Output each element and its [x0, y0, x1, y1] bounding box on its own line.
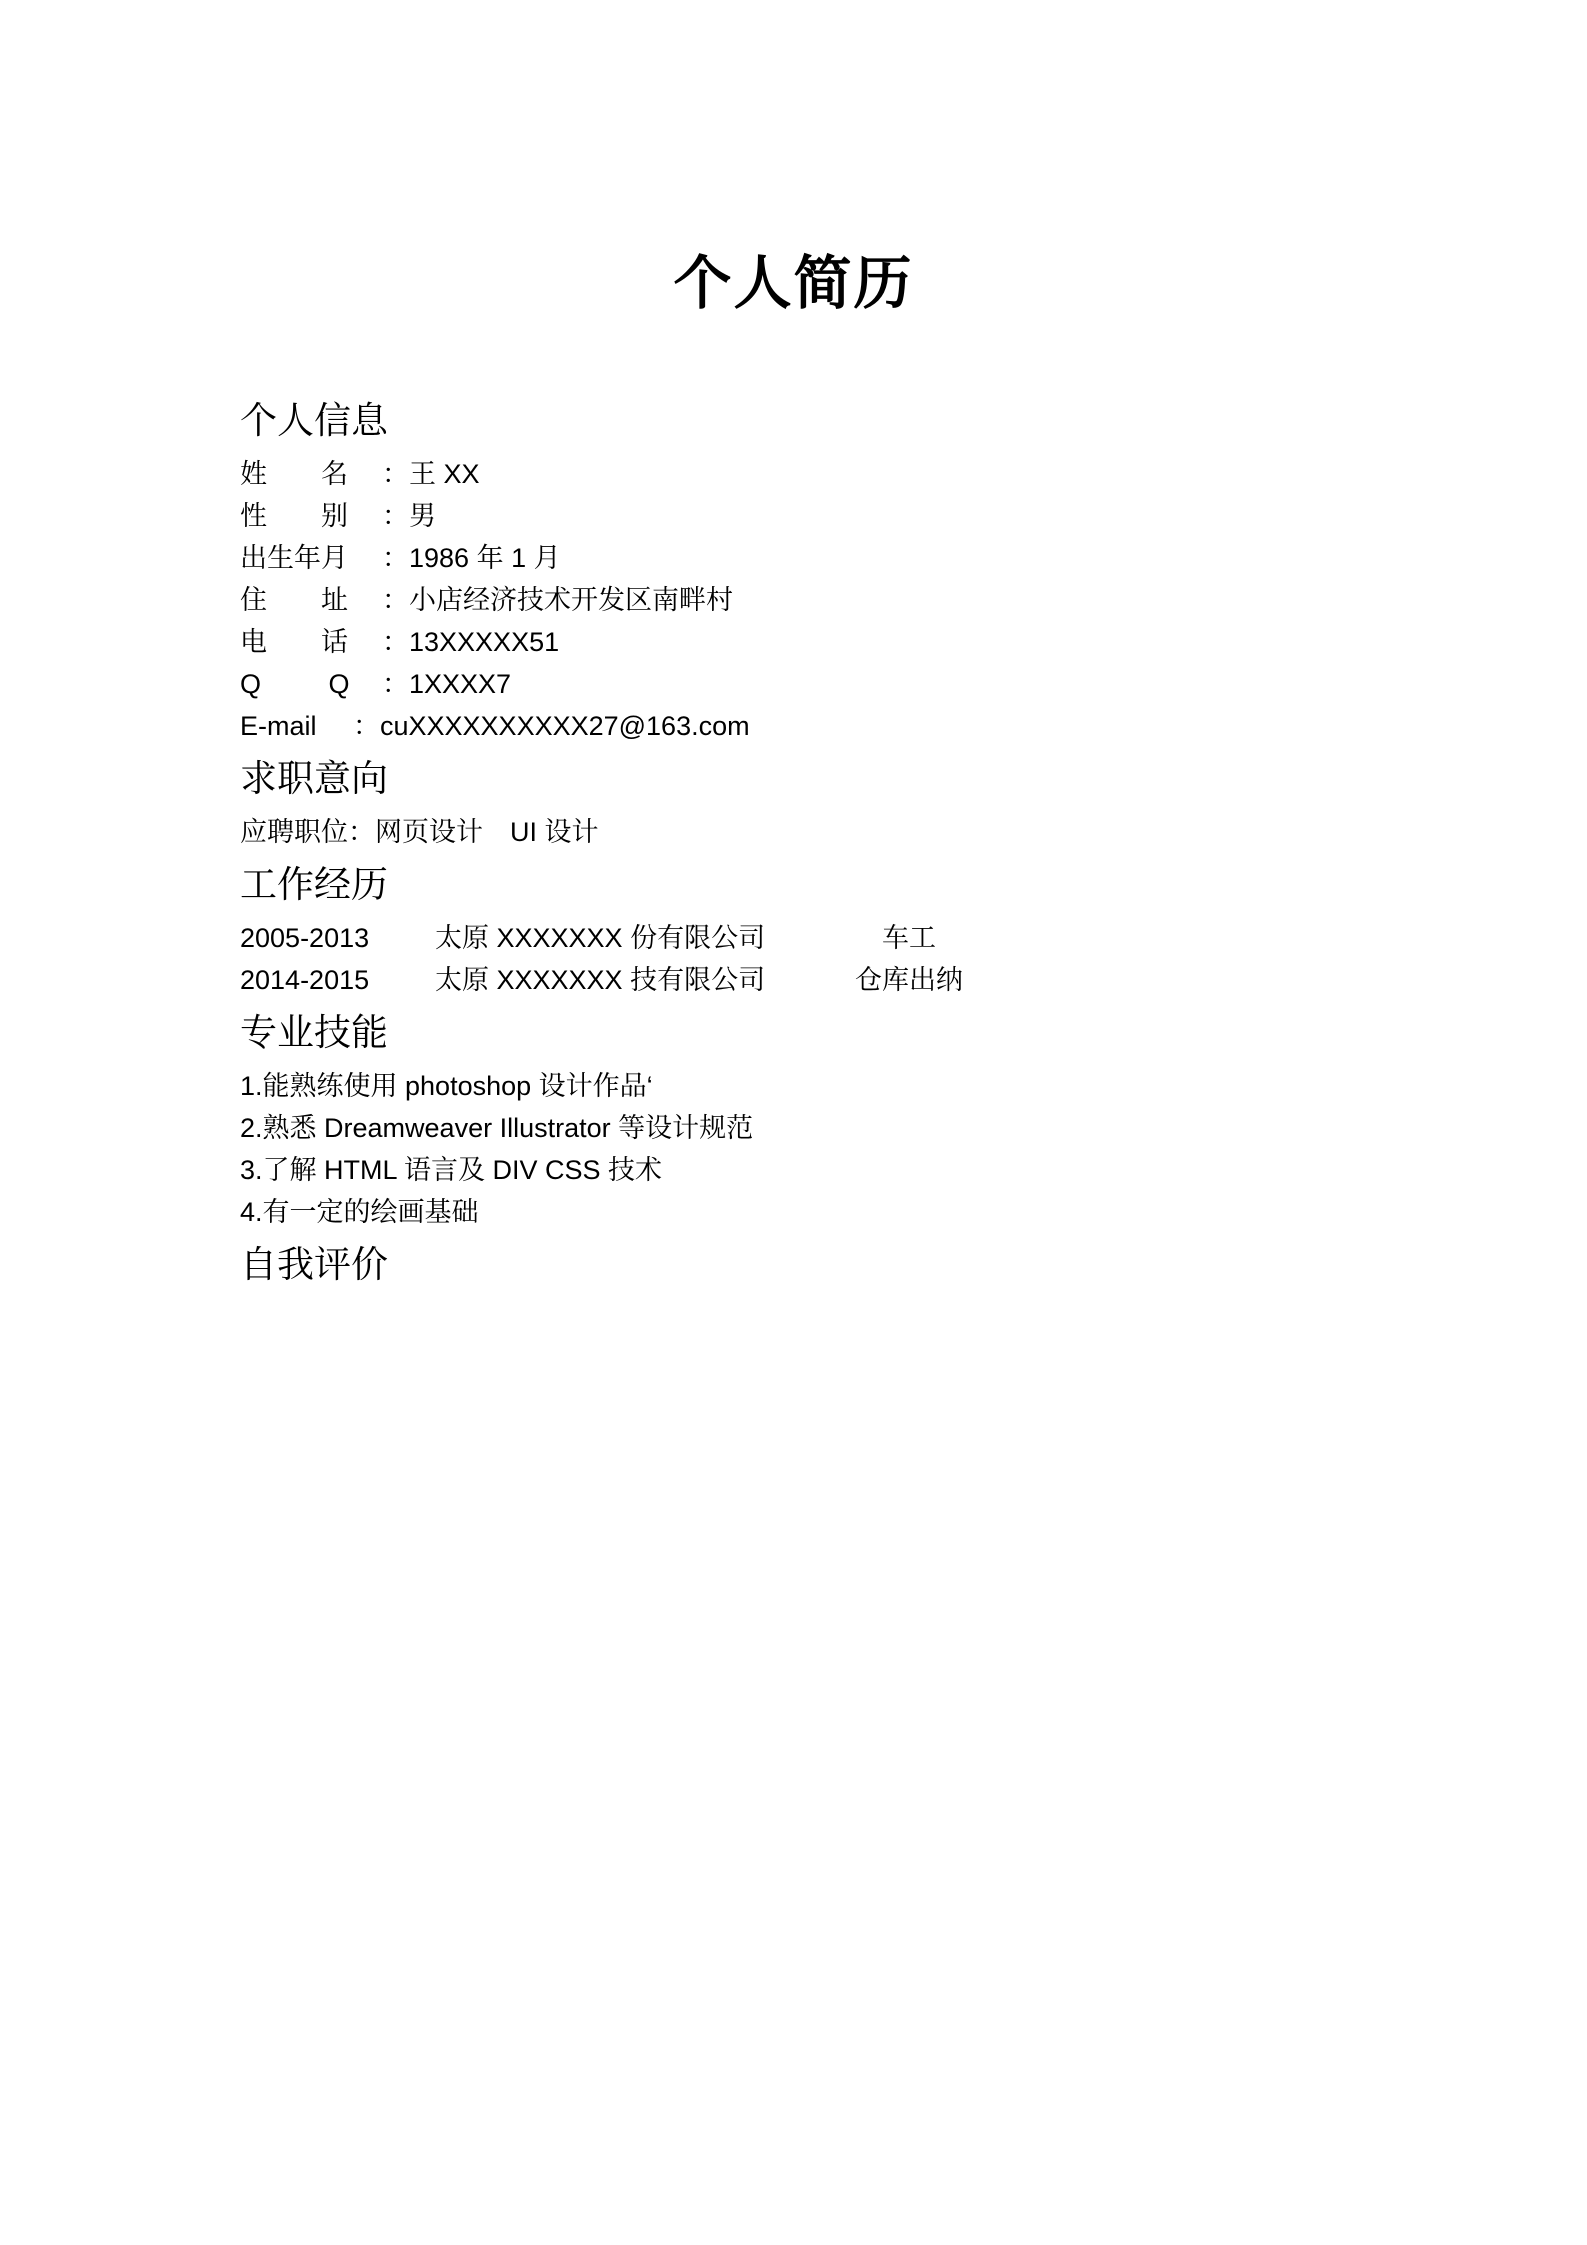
field-separator: ：: [353, 711, 380, 741]
field-address: [240, 579, 1340, 621]
field-value: cuXXXXXXXXXX27@163.com: [380, 711, 750, 741]
field-separator: ：: [382, 459, 409, 489]
skill-item: 1.能熟练使用 photoshop 设计作品‘: [240, 1071, 653, 1101]
skills-list: [240, 1065, 1340, 1233]
field-label: 性 别: [240, 501, 348, 531]
field-separator: ：: [382, 669, 409, 699]
skill-item: 2.熟悉 Dreamweaver Illustrator 等设计规范: [240, 1113, 754, 1143]
field-separator: ：: [382, 501, 409, 531]
section-heading-self: 自我评价: [240, 1243, 388, 1286]
resume-content: [240, 395, 1340, 1291]
work-history-list: [240, 917, 1340, 1001]
work-role: 仓库出纳: [855, 965, 963, 995]
skill-item: 3.了解 HTML 语言及 DIV CSS 技术: [240, 1155, 663, 1185]
field-value: 网页设计 UI 设计: [375, 817, 599, 847]
work-row: [240, 917, 1340, 959]
field-email: [240, 705, 1340, 747]
skill-item: 4.有一定的绘画基础: [240, 1197, 479, 1227]
field-label: Q Q: [240, 669, 350, 699]
field-birth: [240, 537, 1340, 579]
field-phone: [240, 621, 1340, 663]
field-label: 姓 名: [240, 459, 348, 489]
work-company: 太原 XXXXXXX 技有限公司: [435, 965, 766, 995]
field-label: 应聘职位: [240, 817, 348, 847]
field-separator: ：: [382, 585, 409, 615]
section-heading-skills: 专业技能: [240, 1011, 388, 1054]
field-separator: ：: [382, 627, 409, 657]
objective-position: [240, 811, 1340, 853]
field-name: [240, 453, 1340, 495]
section-heading-work: 工作经历: [240, 863, 388, 906]
section-heading-personal: 个人信息: [240, 399, 388, 442]
field-value: 男: [409, 501, 436, 531]
field-label: 电 话: [240, 627, 348, 657]
field-value: 1XXXX7: [409, 669, 512, 699]
work-role: 车工: [855, 923, 936, 953]
work-row: [240, 959, 1340, 1001]
field-separator: ：: [348, 817, 375, 847]
work-years: 2014-2015: [240, 965, 370, 995]
work-years: 2005-2013: [240, 923, 370, 953]
personal-info-list: [240, 453, 1340, 747]
field-label: E-mail: [240, 711, 331, 741]
field-value: 王 XX: [409, 459, 480, 489]
page-title: 个人简历: [673, 249, 914, 317]
section-heading-objective: 求职意向: [240, 757, 388, 800]
field-value: 1986 年 1 月: [409, 543, 561, 573]
work-company: 太原 XXXXXXX 份有限公司: [435, 923, 766, 953]
field-label: 住 址: [240, 585, 348, 615]
field-separator: ：: [382, 543, 409, 573]
field-value: 小店经济技术开发区南畔村: [409, 585, 733, 615]
field-label: 出生年月: [240, 543, 348, 573]
field-gender: [240, 495, 1340, 537]
field-value: 13XXXXX51: [409, 627, 560, 657]
field-qq: [240, 663, 1340, 705]
